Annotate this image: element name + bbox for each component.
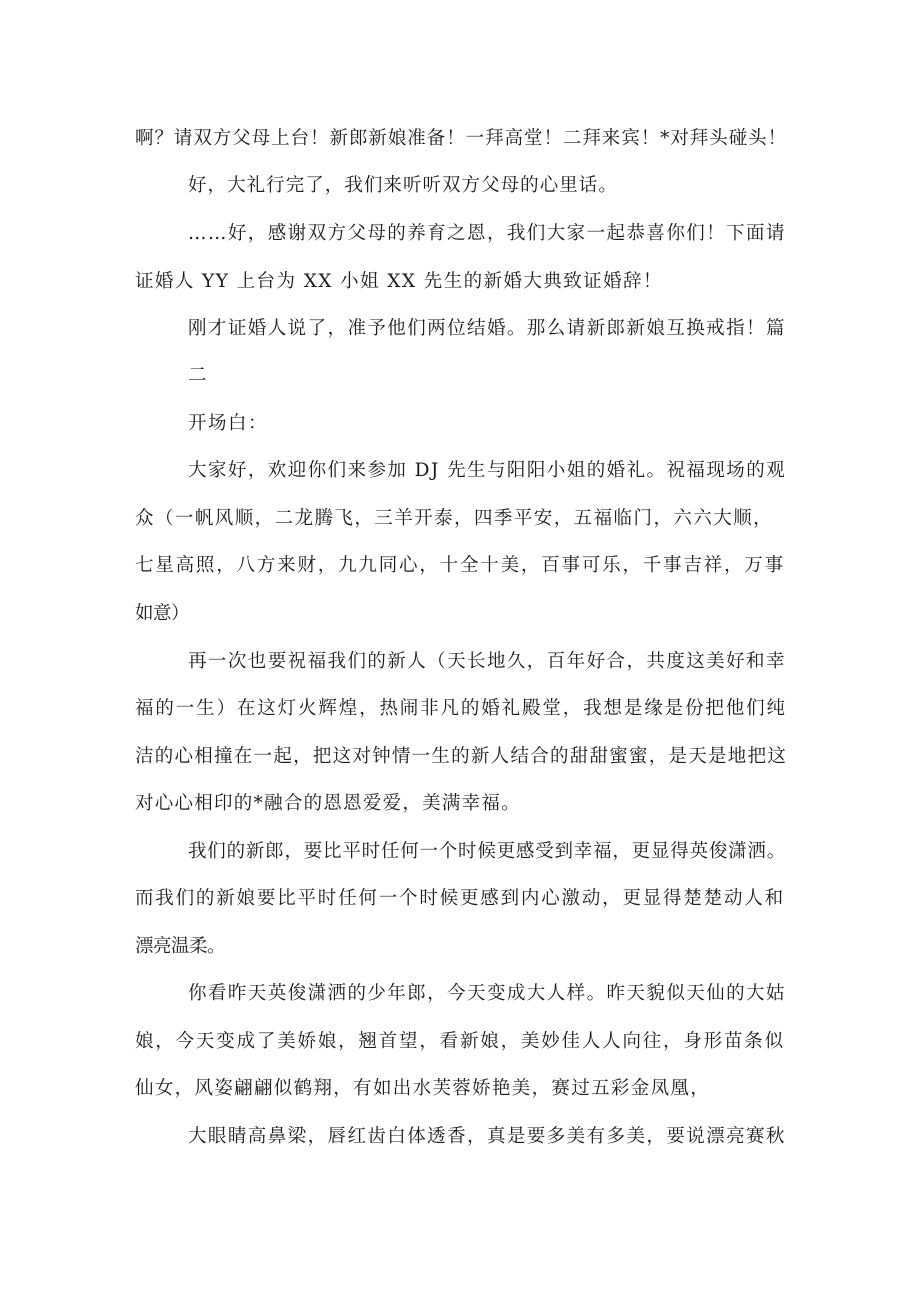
text-line: 漂亮温柔。 [135, 936, 226, 957]
text-line: 刚才证婚人说了，准予他们两位结婚。那么请新郎新娘互换戒指！篇 [188, 318, 786, 339]
text-line: 对心心相印的*融合的恩恩爱爱，美满幸福。 [135, 793, 521, 814]
text-line: 七星高照，八方来财，九九同心，十全十美，百事可乐，千事吉祥，万事 [135, 555, 785, 576]
text-line: 好，大礼行完了，我们来听听双方父母的心里话。 [188, 175, 618, 196]
text-line: 开场白： [188, 413, 269, 434]
text-line: 二 [188, 365, 207, 386]
text-line: 再一次也要祝福我们的新人（天长地久，百年好合，共度这美好和幸 [188, 651, 786, 672]
text-line: ……好，感谢双方父母的养育之恩，我们大家一起恭喜你们！下面请 [188, 223, 786, 244]
text-line: 你看昨天英俊潇洒的少年郎，今天变成大人样。昨天貌似天仙的大姑 [188, 983, 786, 1004]
text-line: 而我们的新娘要比平时任何一个时候更感到内心激动，更显得楚楚动人和 [135, 888, 785, 909]
text-line: 大眼睛高鼻梁，唇红齿白体透香，真是要多美有多美，要说漂亮赛秋 [188, 1126, 786, 1147]
text-line: 如意） [135, 603, 189, 624]
text-line: 众（一帆风顺，二龙腾飞，三羊开泰，四季平安，五福临门，六六大顺， [135, 508, 774, 529]
text-line: 大家好，欢迎你们来参加 DJ 先生与阳阳小姐的婚礼。祝福现场的观 [188, 460, 787, 481]
text-line: 仙女，风姿翩翩似鹤翔，有如出水芙蓉娇艳美，赛过五彩金凤凰， [135, 1078, 711, 1099]
text-line: 娘，今天变成了美娇娘，翘首望，看新娘，美妙佳人人向往，身形苗条似 [135, 1031, 785, 1052]
text-line: 证婚人 YY 上台为 XX 小姐 XX 先生的新婚大典致证婚辞！ [135, 271, 663, 292]
text-line: 洁的心相撞在一起，把这对钟情一生的新人结合的甜甜蜜蜜，是天是地把这 [135, 746, 788, 767]
text-line: 我们的新郎，要比平时任何一个时候更感受到幸福，更显得英俊潇洒。 [188, 841, 786, 862]
text-line: 福的一生）在这灯火辉煌，热闹非凡的婚礼殿堂，我想是缘是份把他们纯 [135, 698, 787, 719]
text-line: 啊？请双方父母上台！新郎新娘准备！一拜高堂！二拜来宾！*对拜头碰头！ [135, 128, 788, 149]
